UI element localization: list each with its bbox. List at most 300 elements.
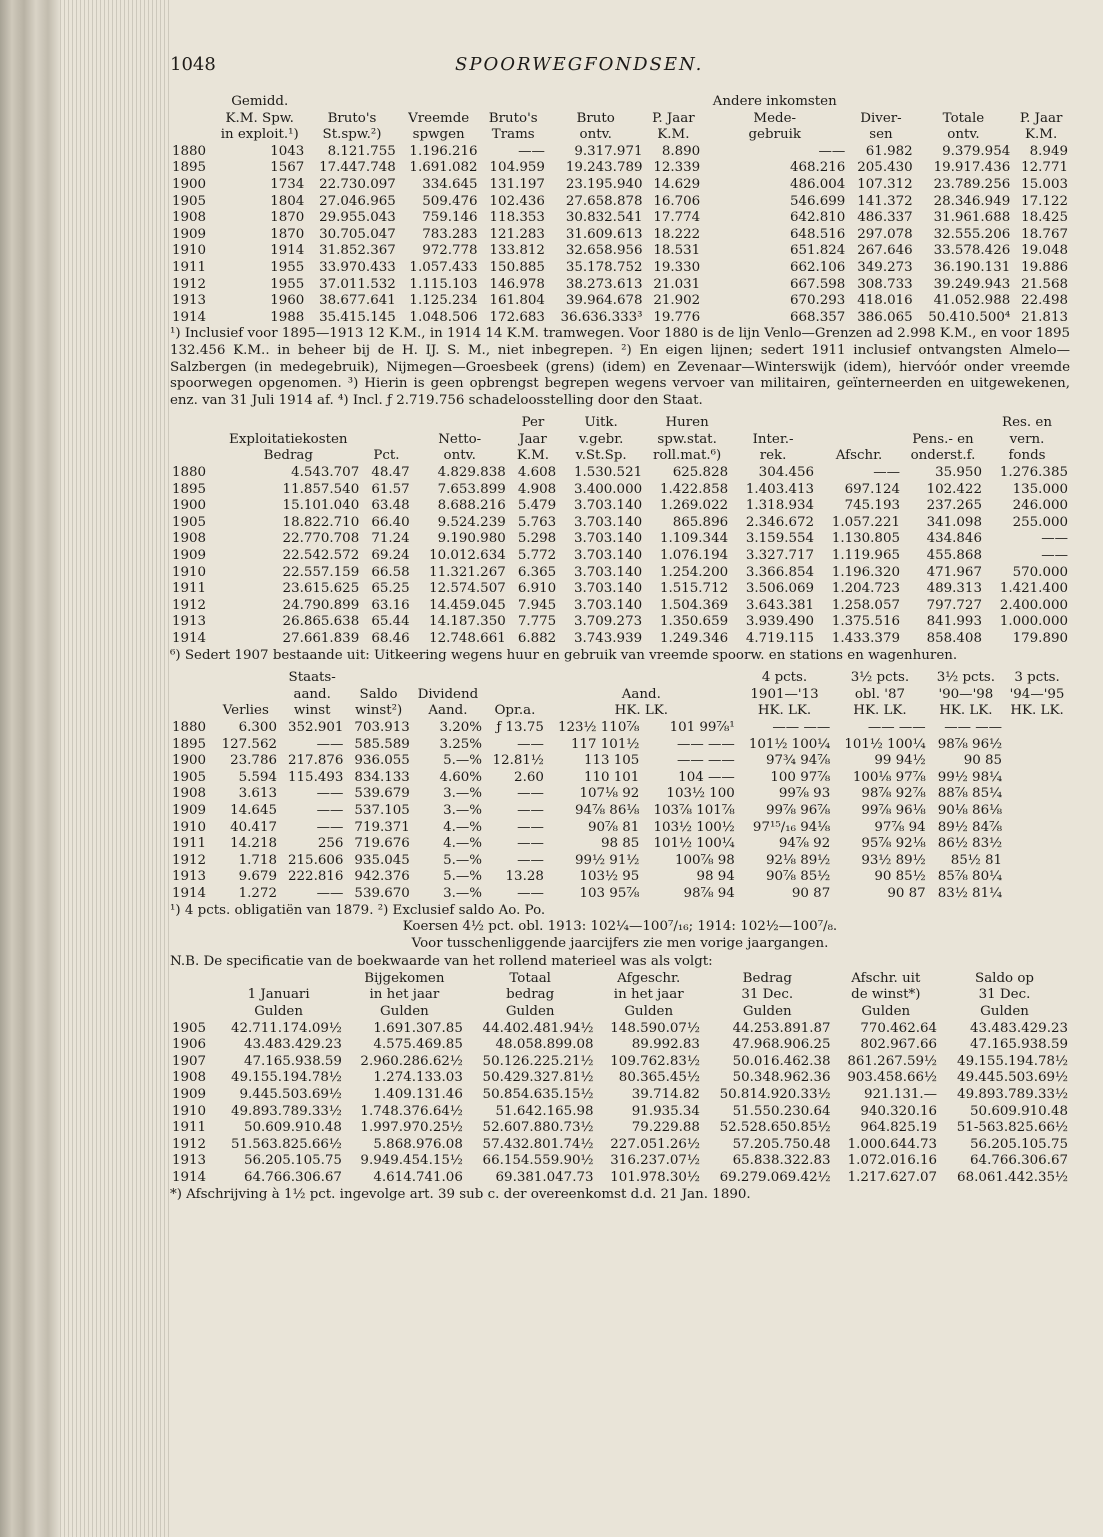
header-cell	[1012, 94, 1070, 111]
header-cell: K.M.	[1025, 127, 1058, 143]
value-cell: 66.154.559.90½	[482, 1153, 594, 1169]
value-cell: 9.949.454.15½	[360, 1153, 463, 1169]
value-cell: 1.272	[238, 885, 277, 901]
value-cell: 3.327.717	[745, 548, 815, 564]
header-cell: Afgeschr.	[617, 970, 681, 986]
value-cell: 30.705.047	[319, 226, 396, 242]
table-row	[170, 1070, 1070, 1087]
value-cell: 89.992.83	[631, 1037, 700, 1053]
value-cell: 1.433.379	[831, 631, 900, 646]
table-row	[170, 144, 1070, 161]
value-cell: 26.865.638	[282, 614, 360, 630]
table-row	[170, 836, 1070, 853]
value-cell: 24.790.899	[282, 597, 360, 613]
value-cell: 3.939.490	[745, 614, 815, 630]
value-cell: 44.402.481.94½	[482, 1020, 594, 1036]
value-cell: 625.828	[672, 465, 729, 481]
header-cell: in het jaar	[613, 987, 684, 1003]
header-cell: Bruto's	[488, 110, 538, 126]
value-cell: 102.436	[489, 193, 545, 209]
value-cell: 15.101.040	[282, 498, 360, 514]
value-cell: 841.993	[926, 614, 982, 630]
value-cell: 215.606	[288, 852, 344, 868]
value-cell: 101 99⅞¹	[669, 719, 735, 735]
header-cell	[484, 670, 546, 687]
value-cell: 49.445.503.69½	[957, 1070, 1068, 1086]
value-cell: 98⅞ 96½	[937, 736, 1003, 752]
header-cell: Totale	[942, 110, 985, 126]
value-cell: ——	[316, 786, 344, 802]
value-cell: 18.822.710	[282, 514, 360, 530]
value-cell: 1043	[270, 143, 305, 159]
value-cell: 100 97⅞	[770, 769, 831, 785]
header-cell: Afschr.	[835, 448, 883, 464]
header-cell	[361, 415, 411, 432]
value-cell: 110 101	[583, 769, 640, 785]
table-header-row	[170, 432, 1070, 449]
header-cell: Gulden	[380, 1004, 429, 1020]
value-cell: 316.237.07½	[610, 1153, 700, 1169]
header-cell: Exploitatiekosten	[229, 431, 348, 447]
value-cell: 27.658.878	[565, 193, 643, 209]
value-cell: 2.346.672	[745, 514, 815, 530]
value-cell: 11.857.540	[282, 481, 360, 497]
header-cell: Pct.	[373, 448, 400, 464]
value-cell: 41.052.988	[933, 293, 1011, 309]
value-cell: 539.670	[354, 885, 410, 901]
value-cell: 861.267.59½	[847, 1053, 938, 1069]
footnote-1: ¹) Inclusief voor 1895—1913 12 K.M., in 1914 14 K.M. tramwegen. Voor 1880 is de lijn Venlo—Grenzen ad 2.998 K.M., en voor 1895 132.456 K.M.. in beheer bij de H. IJ. S. M., niet inbegrepen. ²) En eigen lijnen; sedert 1911 inclusief ontvangsten Almelo—Salzbergen (in medegebruik), Nijmegen—Groesbeek (grens) (idem) en Zevenaar—Winterswijk (idem), hiervóór onder vreemde spoorwegen opgenomen. ³) Hierin is geen opbrengst begrepen wegens vervoer van militairen, geïnterneerden en uitgewekenen, enz. van 31 Juli 1914 af. ⁴) Incl. ƒ 2.719.756 schadeloosstelling door den Staat.	[170, 326, 1070, 408]
table-row	[170, 498, 1070, 515]
value-cell: 19.776	[653, 309, 701, 325]
value-cell: 27.046.965	[319, 193, 396, 209]
header-cell: Staats-	[288, 670, 336, 686]
year-cell: 1910	[172, 243, 207, 259]
header-cell: Gemidd.	[231, 94, 289, 109]
value-cell: 1.048.506	[409, 309, 478, 325]
value-cell: 104 ——	[678, 769, 735, 785]
value-cell: 47.968.906.25	[732, 1037, 831, 1053]
value-cell: 86½ 83½	[937, 836, 1003, 852]
value-cell: 115.493	[288, 769, 344, 785]
header-cell: sen	[869, 127, 893, 143]
value-cell: 14.218	[230, 836, 277, 852]
table-row	[170, 310, 1070, 327]
table-header-row	[170, 94, 1070, 111]
header-cell	[213, 687, 279, 704]
value-cell: 1.196.320	[831, 564, 900, 580]
value-cell: 33.970.433	[319, 259, 396, 275]
table-expenses	[170, 415, 1070, 647]
table-header-row	[170, 1004, 1070, 1021]
year-cell: 1910	[172, 819, 207, 835]
value-cell: 22.557.159	[282, 564, 360, 580]
year-cell: 1908	[172, 210, 207, 226]
value-cell: 8.121.755	[327, 143, 396, 159]
value-cell: 7.775	[517, 614, 557, 630]
value-cell: ——	[818, 143, 846, 159]
value-cell: 486.337	[857, 210, 913, 226]
value-cell: 52.607.880.73½	[482, 1120, 594, 1136]
value-cell: 121.283	[489, 226, 545, 242]
header-cell: P. Jaar	[1019, 110, 1063, 126]
header-cell: Jaar	[519, 431, 547, 447]
table-revenue	[170, 94, 1070, 326]
header-cell: de winst*)	[851, 987, 921, 1003]
value-cell: 33.578.426	[933, 243, 1011, 259]
header-cell: Gulden	[861, 1004, 911, 1020]
value-cell: 47.165.938.59	[243, 1053, 342, 1069]
value-cell: 1.375.516	[831, 614, 900, 630]
value-cell: 36.190.131	[933, 259, 1011, 275]
value-cell: 27.661.839	[282, 631, 360, 646]
value-cell: 21.813	[1021, 309, 1068, 325]
value-cell: 5.763	[517, 514, 557, 530]
table-rolling-stock	[170, 971, 1070, 1187]
header-cell	[480, 94, 547, 111]
header-cell	[213, 971, 344, 988]
value-cell: 5.—%	[443, 753, 482, 769]
value-cell: 1.249.346	[659, 631, 729, 646]
table-row	[170, 853, 1070, 870]
value-cell: 1.422.858	[659, 481, 729, 497]
value-cell: 64.766.306.67	[243, 1170, 342, 1185]
value-cell: 1.530.521	[573, 465, 643, 481]
value-cell: 1870	[270, 210, 305, 226]
value-cell: 4.—%	[443, 836, 482, 852]
header-cell	[730, 415, 816, 432]
value-cell: 99⅞ 96⅞	[765, 802, 831, 818]
value-cell: 14.187.350	[429, 614, 506, 630]
header-cell: Saldo	[359, 686, 398, 702]
value-cell: 10.012.634	[429, 548, 506, 564]
header-cell: Inter.-	[752, 431, 794, 447]
value-cell: 668.357	[789, 309, 846, 325]
value-cell: ——	[517, 786, 544, 802]
value-cell: 107⅛ 92	[579, 786, 640, 802]
header-cell	[398, 94, 480, 111]
value-cell: 48.058.899.08	[495, 1037, 594, 1053]
value-cell: 1.217.627.07	[847, 1170, 938, 1185]
header-cell: v.gebr.	[578, 431, 624, 447]
value-cell: 113 105	[583, 753, 640, 769]
header-cell: Bruto	[576, 110, 615, 126]
value-cell: 468.216	[789, 160, 846, 176]
value-cell: 51.563.825.66½	[230, 1136, 342, 1152]
header-cell: Res. en	[1002, 415, 1052, 431]
value-cell: 99½ 98¼	[937, 769, 1003, 785]
value-cell: 48.47	[371, 465, 410, 481]
value-cell: 99 94½	[874, 753, 926, 769]
value-cell: 31.852.367	[319, 243, 396, 259]
value-cell: —— ——	[676, 736, 735, 752]
value-cell: 103 95⅞	[579, 885, 640, 901]
value-cell: 49.155.194.78½	[957, 1053, 1068, 1069]
value-cell: 651.824	[789, 243, 846, 259]
table-row	[170, 886, 1070, 903]
value-cell: 648.516	[789, 226, 846, 242]
header-cell	[170, 687, 213, 704]
table-row	[170, 753, 1070, 770]
value-cell: 3.703.140	[573, 498, 643, 514]
header-cell: Bedrag	[263, 448, 313, 464]
header-cell: Per	[521, 415, 545, 431]
value-cell: 30.832.541	[565, 210, 643, 226]
value-cell: 39.964.678	[565, 293, 643, 309]
table-row	[170, 1153, 1070, 1170]
header-cell: 1901—'13	[750, 686, 819, 702]
value-cell: 5.—%	[443, 852, 482, 868]
value-cell: 123½ 110⅞	[557, 719, 640, 735]
value-cell: 745.193	[844, 498, 900, 514]
value-cell: 50.854.635.15½	[482, 1087, 594, 1103]
value-cell: 2.960.286.62½	[360, 1053, 463, 1069]
value-cell: 65.25	[371, 581, 410, 597]
value-cell: —— ——	[867, 719, 926, 735]
value-cell: 6.365	[517, 564, 557, 580]
value-cell: 101½ 100¼	[748, 736, 831, 752]
value-cell: 49.155.194.78½	[230, 1070, 342, 1086]
value-cell: 63.48	[371, 498, 410, 514]
year-cell: 1909	[172, 548, 207, 564]
value-cell: 1.691.307.85	[373, 1020, 463, 1036]
table-row	[170, 243, 1070, 260]
year-cell: 1900	[172, 176, 207, 192]
table-header-row	[170, 127, 1070, 144]
table-row	[170, 820, 1070, 837]
value-cell: ——	[517, 852, 544, 868]
table-row	[170, 277, 1070, 294]
value-cell: 802.967.66	[860, 1037, 938, 1053]
value-cell: 1.000.000	[999, 614, 1068, 630]
header-cell	[170, 415, 215, 432]
header-cell	[902, 415, 984, 432]
value-cell: 179.890	[1012, 631, 1068, 646]
value-cell: 759.146	[422, 210, 478, 226]
value-cell: ——	[517, 802, 544, 818]
voor-line: Voor tusschenliggende jaarcijfers zie men vorige jaargangen.	[411, 935, 829, 951]
value-cell: 103½ 100½	[653, 819, 735, 835]
header-cell: Vreemde	[408, 110, 470, 126]
table-header-row	[170, 670, 1070, 687]
value-cell: 9.524.239	[437, 514, 506, 530]
header-cell	[170, 127, 213, 144]
header-cell: onderst.f.	[910, 448, 976, 464]
year-cell: 1908	[172, 531, 207, 547]
header-cell: 4 pcts.	[761, 670, 808, 686]
value-cell: 101.978.30½	[610, 1170, 700, 1185]
header-cell: aand.	[293, 686, 331, 702]
value-cell: 93½ 89½	[861, 852, 926, 868]
value-cell: 3.643.381	[745, 597, 815, 613]
value-cell: 940.320.16	[860, 1103, 938, 1119]
value-cell: 39.249.943	[933, 276, 1011, 292]
header-cell: fonds	[1008, 448, 1046, 464]
header-cell: Andere inkomsten	[712, 94, 837, 109]
header-cell: in het jaar	[369, 987, 440, 1003]
value-cell: 90 85½	[874, 869, 926, 885]
value-cell: 32.555.206	[933, 226, 1011, 242]
value-cell: 22.542.572	[282, 548, 360, 564]
footnote-4: *) Afschrijving à 1½ pct. ingevolge art. 39 sub c. der overeenkomst d.d. 21 Jan. 1890.	[170, 1186, 751, 1202]
value-cell: 1.515.712	[659, 581, 729, 597]
year-cell: 1905	[172, 1020, 207, 1036]
header-cell: Huren	[665, 415, 709, 431]
value-cell: 61.57	[371, 481, 410, 497]
value-cell: 21.031	[653, 276, 701, 292]
value-cell: 14.459.045	[429, 597, 506, 613]
value-cell: 3.—%	[443, 802, 482, 818]
year-cell: 1906	[172, 1037, 207, 1053]
header-cell: bedrag	[506, 987, 555, 1003]
table-row	[170, 565, 1070, 582]
header-cell: HK. LK.	[614, 703, 668, 719]
value-cell: 51-563.825.66½	[956, 1120, 1068, 1136]
table-row	[170, 803, 1070, 820]
table-row	[170, 515, 1070, 532]
value-cell: 12.574.507	[429, 581, 506, 597]
value-cell: 90⅛ 86⅛	[937, 802, 1003, 818]
value-cell: 9.317.971	[574, 143, 643, 159]
value-cell: 11.321.267	[429, 564, 506, 580]
year-cell: 1905	[172, 514, 207, 530]
value-cell: 4.614.741.06	[373, 1170, 463, 1185]
value-cell: 69.279.069.42½	[719, 1170, 831, 1185]
value-cell: 1567	[270, 160, 305, 176]
value-cell: 3.—%	[443, 885, 482, 901]
header-cell: Verlies	[222, 703, 269, 719]
value-cell: 8.688.216	[437, 498, 506, 514]
table-row	[170, 194, 1070, 211]
value-cell: ——	[518, 143, 545, 159]
value-cell: 50.429.327.81½	[482, 1070, 594, 1086]
year-cell: 1911	[172, 581, 207, 597]
year-cell: 1913	[172, 869, 207, 885]
header-cell: roll.mat.⁶)	[653, 448, 722, 464]
header-cell: ontv.	[443, 448, 476, 464]
year-cell: 1909	[172, 226, 207, 242]
document-page	[170, 40, 1070, 1203]
value-cell: 1870	[270, 226, 305, 242]
value-cell: 83½ 81¼	[937, 885, 1003, 901]
value-cell: 18.222	[653, 226, 701, 242]
value-cell: 1.504.369	[659, 597, 729, 613]
value-cell: 127.562	[221, 736, 277, 752]
table-row	[170, 786, 1070, 803]
value-cell: 1.057.433	[409, 259, 478, 275]
year-cell: 1914	[172, 885, 207, 901]
value-cell: 18.767	[1021, 226, 1068, 242]
value-cell: 80.365.45½	[618, 1070, 700, 1086]
value-cell: 31.961.688	[933, 210, 1011, 226]
value-cell: 1.274.133.03	[373, 1070, 463, 1086]
header-cell: Mede-	[753, 110, 797, 126]
value-cell: 267.646	[857, 243, 913, 259]
value-cell: 1.318.934	[745, 498, 815, 514]
year-cell: 1900	[172, 753, 207, 769]
value-cell: 22.770.708	[282, 531, 360, 547]
header-cell: K.M. Spw.	[225, 110, 294, 126]
value-cell: 1.748.376.64½	[360, 1103, 463, 1119]
value-cell: 56.205.105.75	[970, 1136, 1068, 1152]
value-cell: —— ——	[772, 719, 831, 735]
header-cell: 3 pcts.	[1014, 670, 1060, 686]
value-cell: 37.011.532	[319, 276, 396, 292]
year-cell: 1909	[172, 802, 207, 818]
value-cell: 68.46	[371, 631, 410, 646]
value-cell: 98 85	[600, 836, 640, 852]
value-cell: 97¾ 94⅞	[765, 753, 831, 769]
value-cell: ——	[873, 465, 900, 481]
header-cell: winst	[293, 703, 331, 719]
value-cell: 352.901	[288, 719, 344, 735]
value-cell: 97¹⁵/₁₆ 94⅛	[752, 819, 831, 835]
header-cell	[213, 670, 279, 687]
value-cell: 3.703.140	[573, 581, 643, 597]
header-cell: Afschr. uit	[851, 970, 921, 986]
value-cell: 6.300	[238, 719, 277, 735]
value-cell: 57.205.750.48	[732, 1136, 831, 1152]
value-cell: 1955	[270, 259, 305, 275]
value-cell: 98 94	[696, 869, 735, 885]
value-cell: 18.531	[653, 243, 701, 259]
value-cell: 5.594	[238, 769, 277, 785]
table-row	[170, 1104, 1070, 1121]
value-cell: 90⅞ 81	[588, 819, 640, 835]
value-cell: 21.902	[653, 293, 701, 309]
value-cell: 103½ 95	[579, 869, 640, 885]
value-cell: 141.372	[857, 193, 913, 209]
value-cell: 1.997.970.25½	[360, 1120, 463, 1136]
value-cell: 237.265	[926, 498, 982, 514]
header-cell: obl. '87	[854, 686, 906, 702]
header-cell	[306, 94, 397, 111]
value-cell: 19.243.789	[565, 160, 643, 176]
value-cell: 12.748.661	[429, 631, 506, 646]
value-cell: 90 85	[963, 753, 1003, 769]
value-cell: 65.44	[371, 614, 410, 630]
table-row	[170, 598, 1070, 615]
koersen-line: Koersen 4½ pct. obl. 1913: 102¼—100⁷/₁₆; 1914: 102½—100⁷/₈.	[402, 919, 838, 935]
year-cell: 1911	[172, 259, 207, 275]
value-cell: 101½ 100¼	[653, 836, 735, 852]
value-cell: 90⅞ 85½	[765, 869, 831, 885]
value-cell: 972.778	[422, 243, 478, 259]
value-cell: 131.197	[489, 176, 545, 192]
header-cell: K.M.	[516, 448, 550, 464]
table-row	[170, 1170, 1070, 1187]
table-row	[170, 177, 1070, 194]
year-cell: 1913	[172, 1153, 207, 1169]
value-cell: 40.417	[230, 819, 277, 835]
value-cell: 3.—%	[443, 786, 482, 802]
value-cell: 50.016.462.38	[732, 1053, 831, 1069]
value-cell: 304.456	[758, 465, 815, 481]
value-cell: 4.543.707	[291, 465, 360, 481]
table-row	[170, 720, 1070, 737]
value-cell: 19.048	[1021, 243, 1068, 259]
value-cell: —— ——	[944, 719, 1003, 735]
value-cell: 903.458.66½	[847, 1070, 938, 1086]
value-cell: 341.098	[926, 514, 982, 530]
value-cell: 7.653.899	[437, 481, 506, 497]
value-cell: 1960	[270, 293, 305, 309]
value-cell: 1.072.016.16	[847, 1153, 938, 1169]
value-cell: 3.20%	[439, 719, 482, 735]
value-cell: 2.400.000	[999, 597, 1068, 613]
value-cell: 91.935.34	[631, 1103, 700, 1119]
value-cell: 3.703.140	[573, 597, 643, 613]
